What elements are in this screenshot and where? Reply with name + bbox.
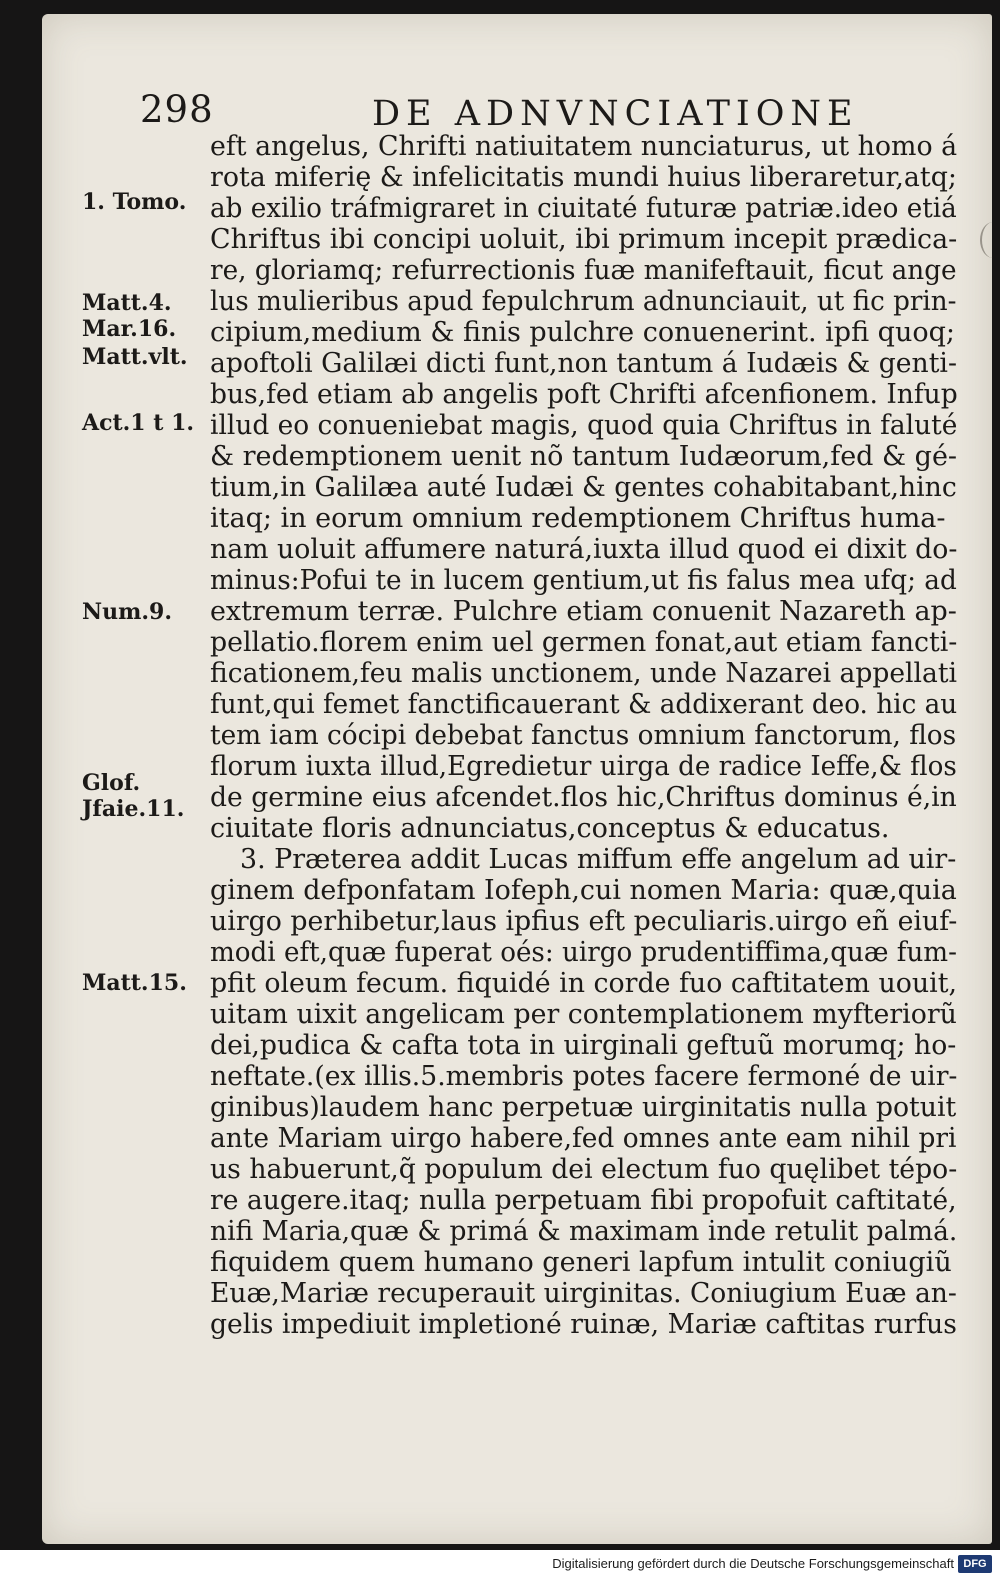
text-line: apoftoli Galilæi dicti funt,non tantum á Iudæis & genti- [210,348,957,379]
margin-note: Glof. [82,770,141,796]
text-line: tium,in Galilæa auté Iudæi & gentes cohabitabant,hinc [210,472,957,503]
text-line: ab exilio tráfmigraret in ciuitaté futuræ patriæ.ideo etiá [210,193,957,224]
book-page [42,14,992,1544]
text-line: cipium,medium & finis pulchre conuenerint. ipfi quoq; [210,317,955,348]
margin-note: Matt.15. [82,970,187,996]
text-line: re, gloriamq; refurrectionis fuæ manifeftauit, ficut ange [210,255,957,286]
margin-note: 1. Tomo. [82,189,187,215]
text-line: tem iam cócipi debebat fanctus omnium fanctorum, flos [210,720,957,751]
text-line: & redemptionem uenit nõ tantum Iudæorum,fed & gé- [210,441,958,472]
margin-note: Num.9. [82,599,173,625]
page-number: 298 [140,88,214,131]
margin-note: Act.1 t 1. [82,410,195,436]
text-line: pellatio.florem enim uel germen fonat,aut etiam fancti- [210,627,958,658]
margin-note: Mar.16. [82,316,177,342]
text-line: bus,fed etiam ab angelis poft Chrifti afcenfionem. Infup [210,379,958,410]
text-line: ante Mariam uirgo habere,fed omnes ante eam nihil pri [210,1123,957,1154]
text-line: 3. Præterea addit Lucas miffum effe angelum ad uir- [240,844,957,875]
text-line: lus mulieribus apud fepulchrum adnunciauit, ut fic prin- [210,286,957,317]
text-line: itaq; in eorum omnium redemptionem Chriftus huma- [210,503,946,534]
text-line: uitam uixit angelicam per contemplationem myfteriorũ [210,999,957,1030]
text-line: ginibus)laudem hanc perpetuæ uirginitatis nulla potuit [210,1092,957,1123]
text-line: Euæ,Mariæ recuperauit uirginitas. Coniugium Euæ an- [210,1278,957,1309]
paper-blemish [980,222,1000,258]
running-head: DE ADNVNCIATIONE [372,94,859,134]
text-line: ginem defponfatam Iofeph,cui nomen Maria: quæ,quia [210,875,957,906]
text-line: de germine eius afcendet.flos hic,Chriftus dominus é,in [210,782,957,813]
text-line: extremum terræ. Pulchre etiam conuenit Nazareth ap- [210,596,957,627]
text-line: eft angelus, Chrifti natiuitatem nunciaturus, ut homo á [210,131,958,162]
text-line: illud eo conueniebat magis, quod quia Chriftus in faluté [210,410,958,441]
text-line: fiquidem quem humano generi lapfum intulit coniugiũ [210,1247,952,1278]
margin-note: Jfaie.11. [82,796,185,822]
text-line: dei,pudica & cafta tota in uirginali geftuũ morumq; ho- [210,1030,957,1061]
text-line: rota miferię & infelicitatis mundi huius liberaretur,atq; [210,162,957,193]
text-line: Chriftus ibi concipi uoluit, ibi primum incepit prædica- [210,224,958,255]
text-line: nifi Maria,quæ & primá & maximam inde retulit palmá. [210,1216,958,1247]
text-line: ciuitate floris adnunciatus,conceptus & educatus. [210,813,890,844]
footer-bar [0,1550,1000,1579]
text-line: uirgo perhibetur,laus ipfius eft peculiaris.uirgo eñ eiuf- [210,906,958,937]
text-line: minus:Pofui te in lucem gentium,ut fis falus mea ufq; ad [210,565,957,596]
text-line: gelis impediuit impletioné ruinæ, Mariæ caftitas rurfus [210,1309,957,1340]
margin-note: Matt.4. [82,290,172,316]
text-line: re augere.itaq; nulla perpetuam fibi propofuit caftitaté, [210,1185,957,1216]
text-line: modi eft,quæ fuperat oés: uirgo prudentiffima,quæ fum- [210,937,957,968]
text-line: neftate.(ex illis.5.membris potes facere fermoné de uir- [210,1061,958,1092]
text-line: funt,qui femet fanctificauerant & addixerant deo. hic au [210,689,958,720]
text-line: nam uoluit affumere naturá,iuxta illud quod ei dixit do- [210,534,958,565]
text-line: pfit oleum fecum. fiquidé in corde fuo caftitatem uouit, [210,968,958,999]
text-line: us habuerunt,q̃ populum dei electum fuo quęlibet tépo- [210,1154,958,1185]
text-line: florum iuxta illud,Egredietur uirga de radice Ieffe,& flos [210,751,957,782]
dfg-logo-icon: DFG [958,1555,992,1573]
text-line: ficationem,feu malis unctionem, unde Nazarei appellati [210,658,958,689]
funding-notice: Digitalisierung gefördert durch die Deutsche Forschungsgemeinschaft [552,1556,954,1571]
margin-note: Matt.vlt. [82,344,188,370]
